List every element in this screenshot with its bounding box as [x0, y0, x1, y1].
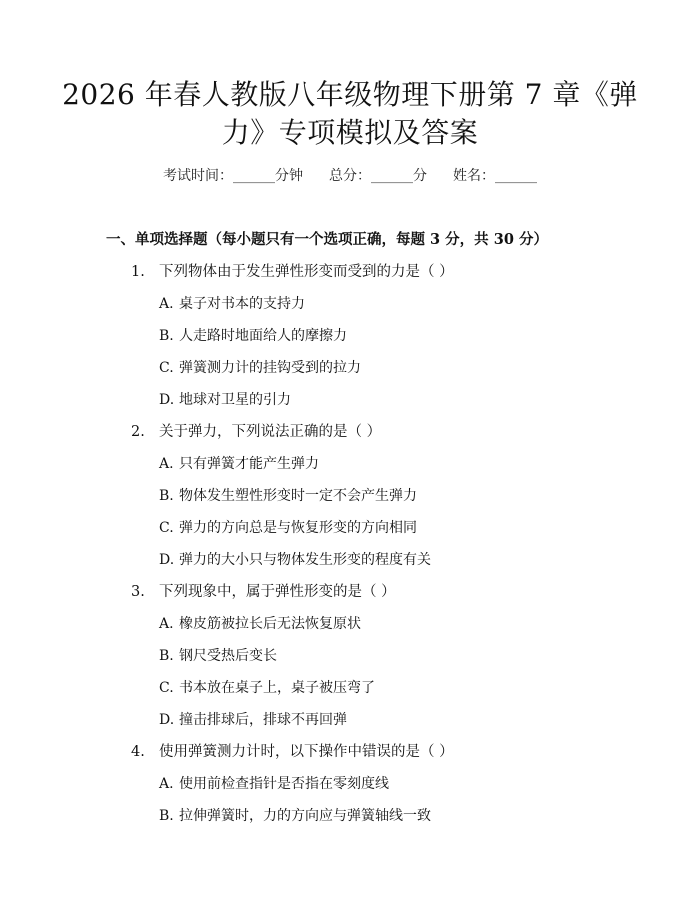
- option-2b: [159, 486, 417, 506]
- option-label: B.: [159, 808, 174, 824]
- question-2: [131, 422, 381, 442]
- option-text: 桌子对书本的支持力: [179, 296, 305, 312]
- question-1: [131, 262, 454, 282]
- option-label: A.: [159, 776, 174, 792]
- option-text: 物体发生塑性形变时一定不会产生弹力: [179, 488, 417, 504]
- option-1b: [159, 326, 347, 346]
- option-text: 书本放在桌子上，桌子被压弯了: [179, 680, 375, 696]
- option-label: A.: [159, 296, 174, 312]
- option-3a: [159, 614, 361, 634]
- option-label: B.: [159, 328, 174, 344]
- option-label: C.: [159, 680, 174, 696]
- section-heading: 一、单项选择题（每小题只有一个选项正确，每题 3 分，共 30 分）: [106, 231, 548, 248]
- question-3: [131, 582, 396, 602]
- question-number: 2.: [131, 424, 145, 440]
- question-number: 3.: [131, 584, 145, 600]
- option-label: D.: [159, 712, 175, 728]
- option-text: 只有弹簧才能产生弹力: [179, 456, 319, 472]
- option-1a: [159, 294, 305, 314]
- exam-title: [60, 76, 640, 152]
- total-score-field: 总分：______分: [329, 168, 427, 184]
- question-stem: 下列物体由于发生弹性形变而受到的力是（ ）: [159, 264, 454, 280]
- option-4b: [159, 806, 431, 826]
- option-text: 弹簧测力计的挂钩受到的拉力: [179, 360, 361, 376]
- option-3c: [159, 678, 375, 698]
- title-line-1: 2026 年春人教版八年级物理下册第 7 章《弹: [62, 78, 638, 111]
- option-text: 使用前检查指针是否指在零刻度线: [179, 776, 389, 792]
- question-stem: 关于弹力，下列说法正确的是（ ）: [159, 424, 382, 440]
- name-field: 姓名：______: [453, 168, 537, 184]
- option-text: 地球对卫星的引力: [179, 392, 291, 408]
- option-label: B.: [159, 488, 174, 504]
- option-text: 橡皮筋被拉长后无法恢复原状: [179, 616, 361, 632]
- question-number: 4.: [131, 744, 145, 760]
- exam-info-line: [0, 166, 700, 186]
- question-4: [131, 742, 454, 762]
- option-label: D.: [159, 392, 175, 408]
- option-text: 人走路时地面给人的摩擦力: [179, 328, 347, 344]
- option-1d: [159, 390, 291, 410]
- option-3d: [159, 710, 347, 730]
- exam-time-field: 考试时间：______分钟: [163, 168, 303, 184]
- option-text: 拉伸弹簧时，力的方向应与弹簧轴线一致: [179, 808, 431, 824]
- option-text: 钢尺受热后变长: [179, 648, 277, 664]
- option-4a: [159, 774, 389, 794]
- question-stem: 使用弹簧测力计时，以下操作中错误的是（ ）: [159, 744, 454, 760]
- option-label: A.: [159, 456, 174, 472]
- option-text: 弹力的方向总是与恢复形变的方向相同: [179, 520, 417, 536]
- question-number: 1.: [131, 264, 145, 280]
- option-3b: [159, 646, 277, 666]
- option-label: A.: [159, 616, 174, 632]
- option-text: 撞击排球后，排球不再回弹: [179, 712, 347, 728]
- option-label: C.: [159, 520, 174, 536]
- option-text: 弹力的大小只与物体发生形变的程度有关: [179, 552, 431, 568]
- option-2a: [159, 454, 319, 474]
- option-label: C.: [159, 360, 174, 376]
- option-label: B.: [159, 648, 174, 664]
- option-label: D.: [159, 552, 175, 568]
- option-1c: [159, 358, 361, 378]
- title-line-2: 力》专项模拟及答案: [221, 116, 479, 149]
- option-2d: [159, 550, 431, 570]
- option-2c: [159, 518, 417, 538]
- question-stem: 下列现象中，属于弹性形变的是（ ）: [159, 584, 396, 600]
